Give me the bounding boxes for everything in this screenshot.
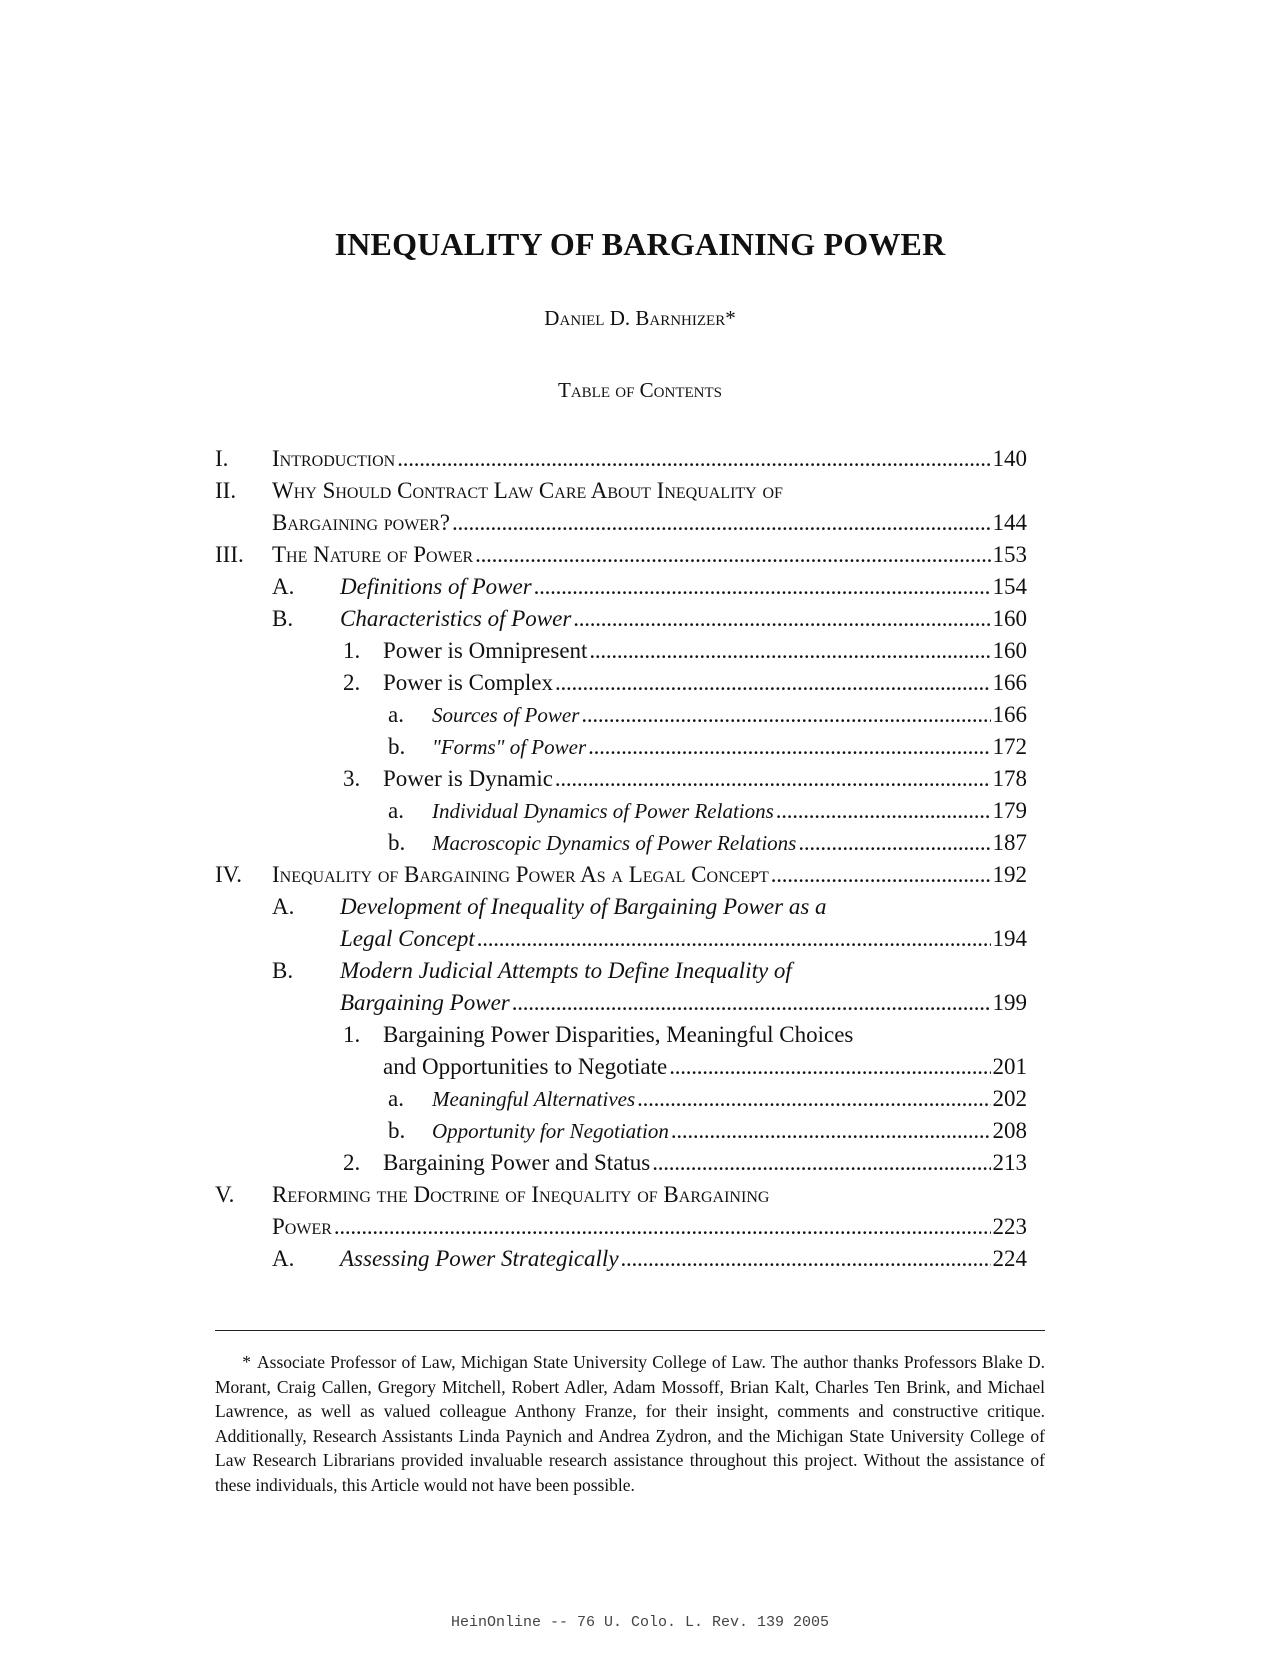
toc-leader [671,1115,991,1147]
toc-page: 224 [992,1246,1027,1271]
toc-page: 154 [992,574,1027,599]
toc-title: Assessing Power Strategically [340,1246,619,1271]
toc-leader [771,859,991,891]
toc-number: b. [388,734,406,759]
toc-leader [588,731,990,763]
toc-leader [581,699,990,731]
toc-title: Introduction [272,446,396,471]
toc-number: a. [388,702,404,727]
toc-entry-introduction[interactable] [0,443,1280,475]
toc-entry-development[interactable] [0,891,1280,923]
footnote-divider [215,1330,1045,1331]
toc-page: 160 [992,606,1027,631]
toc-title: Bargaining Power and Status [383,1150,651,1175]
toc-entry-sources-of-power[interactable] [0,699,1280,731]
toc-title: Development of Inequality of Bargaining Power as a [340,894,827,919]
toc-number: V. [215,1182,235,1207]
toc-page: 140 [992,446,1027,471]
toc-entry-disparities[interactable] [0,1019,1280,1051]
toc-title: Bargaining power? [272,510,450,535]
toc-leader [477,923,991,955]
toc-page: 201 [992,1054,1027,1079]
toc-entry-power-omnipresent[interactable] [0,635,1280,667]
toc-heading: Table of Contents [558,378,722,402]
footnote-text: Associate Professor of Law, Michigan State University College of Law. The author thanks Professors Blake D. Morant, Craig Callen, Gregory Mitchell, Robert Adler, Adam Mossoff, Brian Kalt, Charles Ten Brink, and Michael Lawrence, as well as valued colleague Anthony Franze, for their insight, comments and constructive critique. Additionally, Research Assistants Linda Paynich and Andrea Zydron, and the Michigan State University College of Law Research Librarians provided invaluable research assistance throughout this project. Without the assistance of these individuals, this Article would not have been possible. [215,1352,1045,1495]
toc-title: Modern Judicial Attempts to Define Inequality of [340,958,792,983]
toc-page: 160 [992,638,1027,663]
toc-entry-modern-judicial-cont[interactable] [0,987,1280,1019]
toc-title: Why Should Contract Law Care About Inequality of [272,478,783,503]
toc-title: Sources of Power [432,703,580,727]
toc-leader [397,443,990,475]
toc-leader [669,1051,990,1083]
toc-entry-development-cont[interactable] [0,923,1280,955]
footnote-marker: * [242,1352,251,1372]
toc-page: 187 [992,830,1027,855]
toc-entry-why-care-cont[interactable] [0,507,1280,539]
toc-title: Definitions of Power [340,574,532,599]
toc-title: Legal Concept [340,926,475,951]
toc-entry-reforming-cont[interactable] [0,1211,1280,1243]
toc-page: 202 [992,1086,1027,1111]
toc-leader [589,635,990,667]
toc-leader [637,1083,990,1115]
toc-number: 3. [343,766,361,791]
toc-page: 178 [992,766,1027,791]
toc-number: a. [388,798,404,823]
toc-title: Macroscopic Dynamics of Power Relations [432,831,797,855]
toc-entry-power-complex[interactable] [0,667,1280,699]
toc-entry-nature-of-power[interactable] [0,539,1280,571]
author-name: Daniel D. Barnhizer* [544,306,736,330]
toc-page: 144 [992,510,1027,535]
toc-entry-macroscopic-dynamics[interactable] [0,827,1280,859]
toc-title: Reforming the Doctrine of Inequality of Bargaining [272,1182,770,1207]
toc-title: Power is Complex [383,670,553,695]
toc-page: 199 [992,990,1027,1015]
toc-number: 2. [343,670,361,695]
toc-entry-reforming[interactable] [0,1179,1280,1211]
toc-entry-power-dynamic[interactable] [0,763,1280,795]
toc-title: Opportunity for Negotiation [432,1119,669,1143]
toc-number: B. [272,606,294,631]
toc-leader [776,795,991,827]
toc-page: 213 [992,1150,1027,1175]
toc-leader [621,1243,991,1275]
toc-leader [798,827,990,859]
toc-entry-characteristics-of-power[interactable] [0,603,1280,635]
toc-entry-power-and-status[interactable] [0,1147,1280,1179]
toc-page: 166 [992,702,1027,727]
toc-leader [512,987,991,1019]
toc-entry-definitions-of-power[interactable] [0,571,1280,603]
toc-page: 192 [992,862,1027,887]
toc-entry-legal-concept[interactable] [0,859,1280,891]
toc-entry-individual-dynamics[interactable] [0,795,1280,827]
toc-number: III. [215,542,244,567]
author-footnote [215,1350,1045,1497]
toc-leader [555,667,991,699]
toc-title: Meaningful Alternatives [432,1087,636,1111]
toc-page: 208 [992,1118,1027,1143]
toc-leader [555,763,991,795]
toc-number: A. [272,1246,295,1271]
toc-entry-why-care[interactable] [0,475,1280,507]
toc-number: 1. [343,638,361,663]
toc-leader [452,507,991,539]
toc-title: Individual Dynamics of Power Relations [432,799,774,823]
source-footer: HeinOnline -- 76 U. Colo. L. Rev. 139 2005 [450,1614,830,1631]
toc-leader [573,603,990,635]
toc-page: 166 [992,670,1027,695]
toc-number: 2. [343,1150,361,1175]
toc-page: 194 [992,926,1027,951]
toc-entry-modern-judicial[interactable] [0,955,1280,987]
toc-title: Power [272,1214,332,1239]
toc-number: A. [272,894,295,919]
toc-title: Power is Dynamic [383,766,553,791]
toc-title: The Nature of Power [272,542,474,567]
toc-number: I. [215,446,229,471]
toc-entry-disparities-cont[interactable] [0,1051,1280,1083]
toc-page: 172 [992,734,1027,759]
toc-title: Inequality of Bargaining Power As a Legal Concept [272,862,769,887]
toc-entry-assessing-power[interactable] [0,1243,1280,1275]
toc-page: 153 [992,542,1027,567]
toc-number: II. [215,478,237,503]
toc-number: b. [388,1118,406,1143]
toc-title: Power is Omnipresent [383,638,588,663]
toc-number: B. [272,958,294,983]
toc-title: Bargaining Power Disparities, Meaningful Choices [383,1022,854,1047]
toc-title: Bargaining Power [340,990,510,1015]
toc-leader [534,571,991,603]
toc-entry-opportunity-negotiation[interactable] [0,1115,1280,1147]
toc-entry-meaningful-alternatives[interactable] [0,1083,1280,1115]
toc-title: and Opportunities to Negotiate [383,1054,668,1079]
toc-page: 179 [992,798,1027,823]
toc-number: a. [388,1086,404,1111]
toc-leader [475,539,990,571]
toc-number: 1. [343,1022,361,1047]
toc-leader [334,1211,991,1243]
toc-page: 223 [992,1214,1027,1239]
toc-number: b. [388,830,406,855]
article-title: INEQUALITY OF BARGAINING POWER [334,226,946,262]
toc-leader [652,1147,990,1179]
toc-entry-forms-of-power[interactable] [0,731,1280,763]
toc-number: IV. [215,862,243,887]
toc-title: Characteristics of Power [340,606,572,631]
toc-number: A. [272,574,295,599]
toc-title: "Forms" of Power [432,735,587,759]
